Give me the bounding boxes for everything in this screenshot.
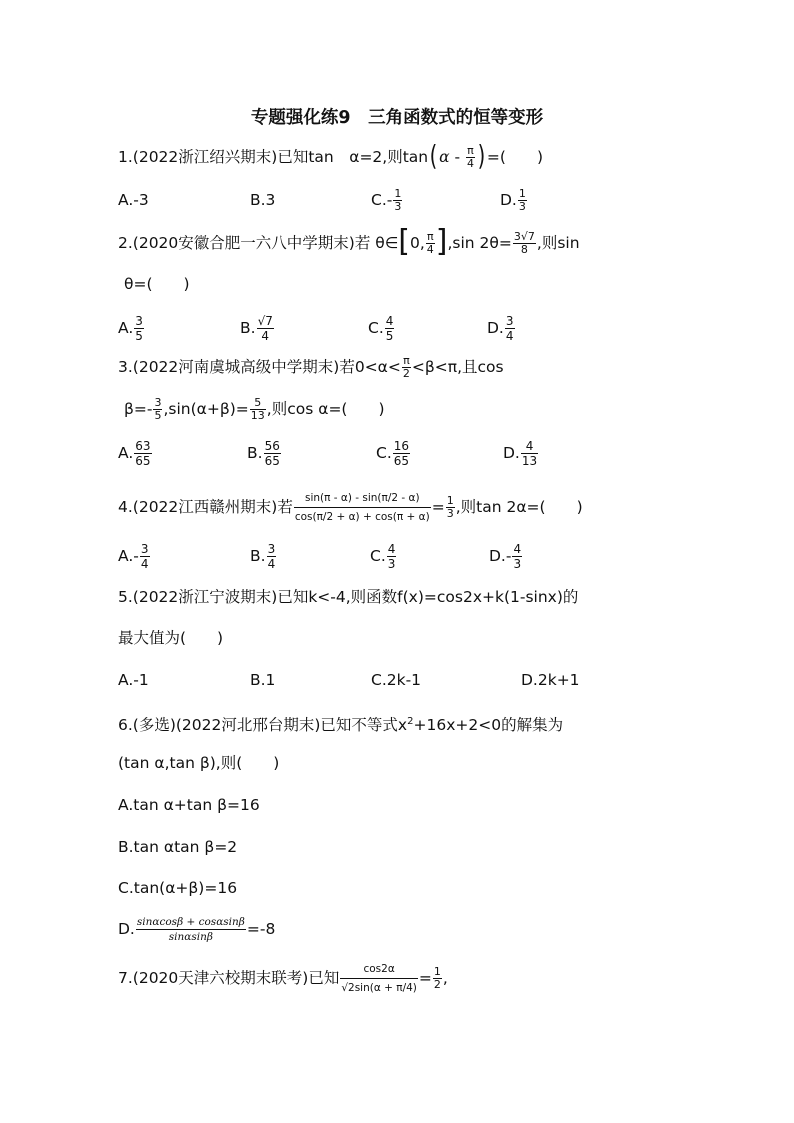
question-3-line2: β=- $\frac{3}{5}$ ,sin(α+β)= $\frac{5}{13}$ ,则cos α=( ) [124, 396, 385, 422]
question-6-option-b: B.tan αtan β=2 [118, 838, 238, 856]
question-7-fraction: $\frac{\cos 2\alpha}{√2\sin(\alpha + \pi/4)}$ [340, 960, 418, 997]
question-4-option-c: C. $\frac{4}{3}$ [370, 542, 396, 571]
question-1-option-b: B.3 [250, 191, 276, 209]
question-6-option-a: A.tan α+tan β=16 [118, 796, 260, 814]
question-5-option-a: A.-1 [118, 671, 149, 689]
question-3-option-a: A. $\frac{63}{65}$ [118, 439, 151, 468]
left-paren: ( [429, 139, 438, 172]
right-paren: ) [477, 139, 486, 172]
question-2-option-d: D. $\frac{3}{4}$ [487, 314, 514, 343]
question-2-stem: 2.(2020安徽合肥一六八中学期末)若 θ∈[0, $\frac{\pi}{4}$ ],sin 2θ= $\frac{3√7}{8}$ ,则sin [118, 224, 580, 259]
question-5-option-b: B.1 [250, 671, 276, 689]
question-4-option-b: B. $\frac{3}{4}$ [250, 542, 276, 571]
right-bracket: ] [435, 224, 448, 259]
question-1-stem: 1.(2022浙江绍兴期末)已知tan α=2,则tan( α - $\frac{\pi}{4}$ ) =( ) [118, 139, 544, 172]
fraction: $\frac{\pi}{4}$ [466, 144, 474, 170]
question-2-option-b: B. $\frac{√7}{4}$ [240, 314, 273, 343]
question-6-line2: (tan α,tan β),则( ) [118, 754, 280, 772]
question-4-fraction: $\frac{\sin(\pi - \alpha) - \sin(\pi/2 - \alpha)}{\cos(\pi/2 + \alpha) + \cos(\pi + \alpha)}$ [294, 489, 431, 526]
question-5-line1: 5.(2022浙江宁波期末)已知k<-4,则函数f(x)=cos2x+k(1-sinx)的 [118, 588, 579, 606]
question-2-option-c: C. $\frac{4}{5}$ [368, 314, 394, 343]
question-4-option-a: A.- $\frac{3}{4}$ [118, 542, 149, 571]
question-5-option-d: D.2k+1 [521, 671, 580, 689]
question-4-stem: 4.(2022江西赣州期末)若 $\frac{\sin(\pi - \alpha) - \sin(\pi/2 - \alpha)}{\cos(\pi/2 + \alpha) + \cos(\pi + \alpha)}$ = $\frac{1}{3}$ ,则tan 2α=( ) [118, 489, 583, 526]
question-6-option-c: C.tan(α+β)=16 [118, 879, 238, 897]
question-3-option-c: C. $\frac{16}{65}$ [376, 439, 410, 468]
left-bracket: [ [398, 224, 410, 259]
question-3-option-d: D. $\frac{4}{13}$ [503, 439, 538, 468]
question-6-option-d: D. $\frac{\sin\alpha\cos\beta + \cos\alpha\sin\beta}{\sin\alpha\sin\beta}$ =-8 [118, 916, 276, 943]
page-title: 专题强化练9 三角函数式的恒等变形 [250, 108, 544, 128]
question-1-option-a: A.-3 [118, 191, 149, 209]
question-7-stem: 7.(2020天津六校期末联考)已知 $\frac{\cos 2\alpha}{√2\sin(\alpha + \pi/4)}$ = $\frac{1}{2}$ , [118, 960, 448, 997]
question-4-option-d: D.- $\frac{4}{3}$ [489, 542, 522, 571]
question-3-option-b: B. $\frac{56}{65}$ [247, 439, 280, 468]
question-1-option-c: C.- $\frac{1}{3}$ [371, 187, 402, 213]
question-5-option-c: C.2k-1 [371, 671, 422, 689]
question-6-line1: 6.(多选)(2022河北邢台期末)已知不等式$x^2+16x+2<0$的解集为 [118, 716, 564, 735]
question-5-line2: 最大值为( ) [118, 629, 224, 647]
question-2-option-a: A. $\frac{3}{5}$ [118, 314, 143, 343]
question-2-line2: θ=( ) [124, 275, 190, 293]
question-3-stem: 3.(2022河南虞城高级中学期末)若0<α< $\frac{\pi}{2}$ <β<π,且cos [118, 354, 504, 380]
question-1-option-d: D. $\frac{1}{3}$ [500, 187, 526, 213]
